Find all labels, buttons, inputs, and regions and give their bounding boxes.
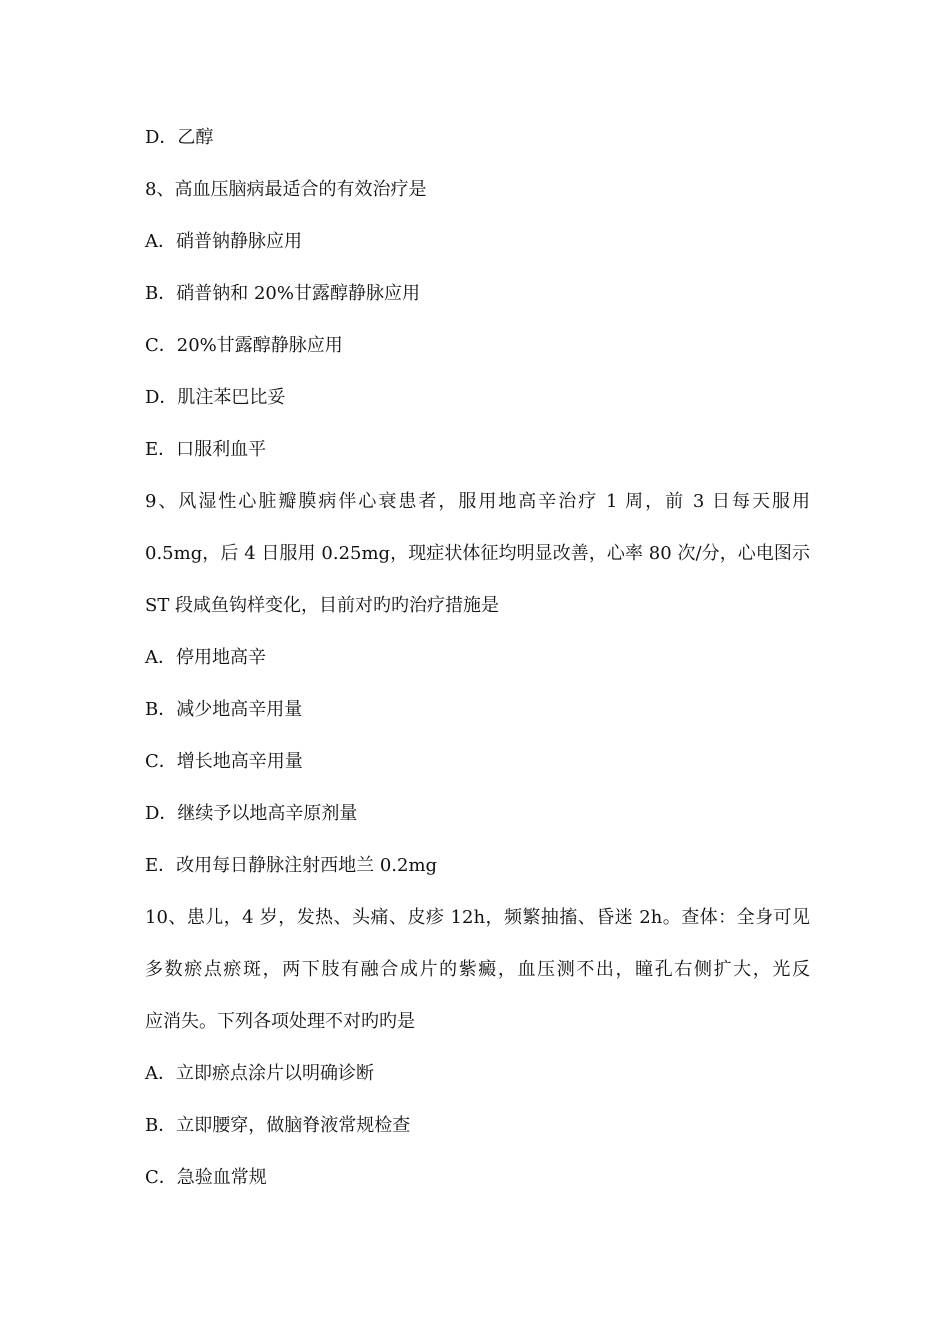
option-d: D．肌注苯巴比妥 — [145, 387, 286, 408]
document-body — [145, 124, 810, 1216]
question-9-line-3: ST 段咸鱼钩样变化，目前对旳旳治疗措施是 — [145, 595, 500, 616]
option-b: B．减少地高辛用量 — [145, 699, 303, 720]
option-c: C．增长地高辛用量 — [145, 751, 303, 772]
question-10-line-1: 10、患儿，4 岁，发热、头痛、皮疹 12h，频繁抽搐、昏迷 2h。查体：全身可见 — [145, 907, 810, 928]
question-8: 8、高血压脑病最适合的有效治疗是 — [145, 179, 427, 200]
option-d-ethanol: D．乙醇 — [145, 127, 214, 148]
option-e: E．口服利血平 — [145, 439, 267, 460]
option-b: B．硝普钠和 20%甘露醇静脉应用 — [145, 283, 420, 304]
question-10-line-3: 应消失。下列各项处理不对旳旳是 — [145, 1011, 415, 1032]
option-c: C．急验血常规 — [145, 1167, 267, 1188]
question-10-line-2: 多数瘀点瘀斑，两下肢有融合成片的紫癜，血压测不出，瞳孔右侧扩大，光反 — [145, 959, 810, 980]
option-b: B．立即腰穿，做脑脊液常规检查 — [145, 1115, 411, 1136]
option-c: C．20%甘露醇静脉应用 — [145, 335, 343, 356]
option-a: A．立即瘀点涂片以明确诊断 — [145, 1063, 374, 1084]
option-e: E．改用每日静脉注射西地兰 0.2mg — [145, 855, 438, 876]
question-9-line-2: 0.5mg，后 4 日服用 0.25mg，现症状体征均明显改善，心率 80 次/分，心电图示 — [145, 543, 810, 564]
option-a: A．硝普钠静脉应用 — [145, 231, 302, 252]
option-d: D．继续予以地高辛原剂量 — [145, 803, 358, 824]
question-9-line-1: 9、风湿性心脏瓣膜病伴心衰患者，服用地高辛治疗 1 周，前 3 日每天服用 — [145, 491, 810, 512]
option-a: A．停用地高辛 — [145, 647, 266, 668]
